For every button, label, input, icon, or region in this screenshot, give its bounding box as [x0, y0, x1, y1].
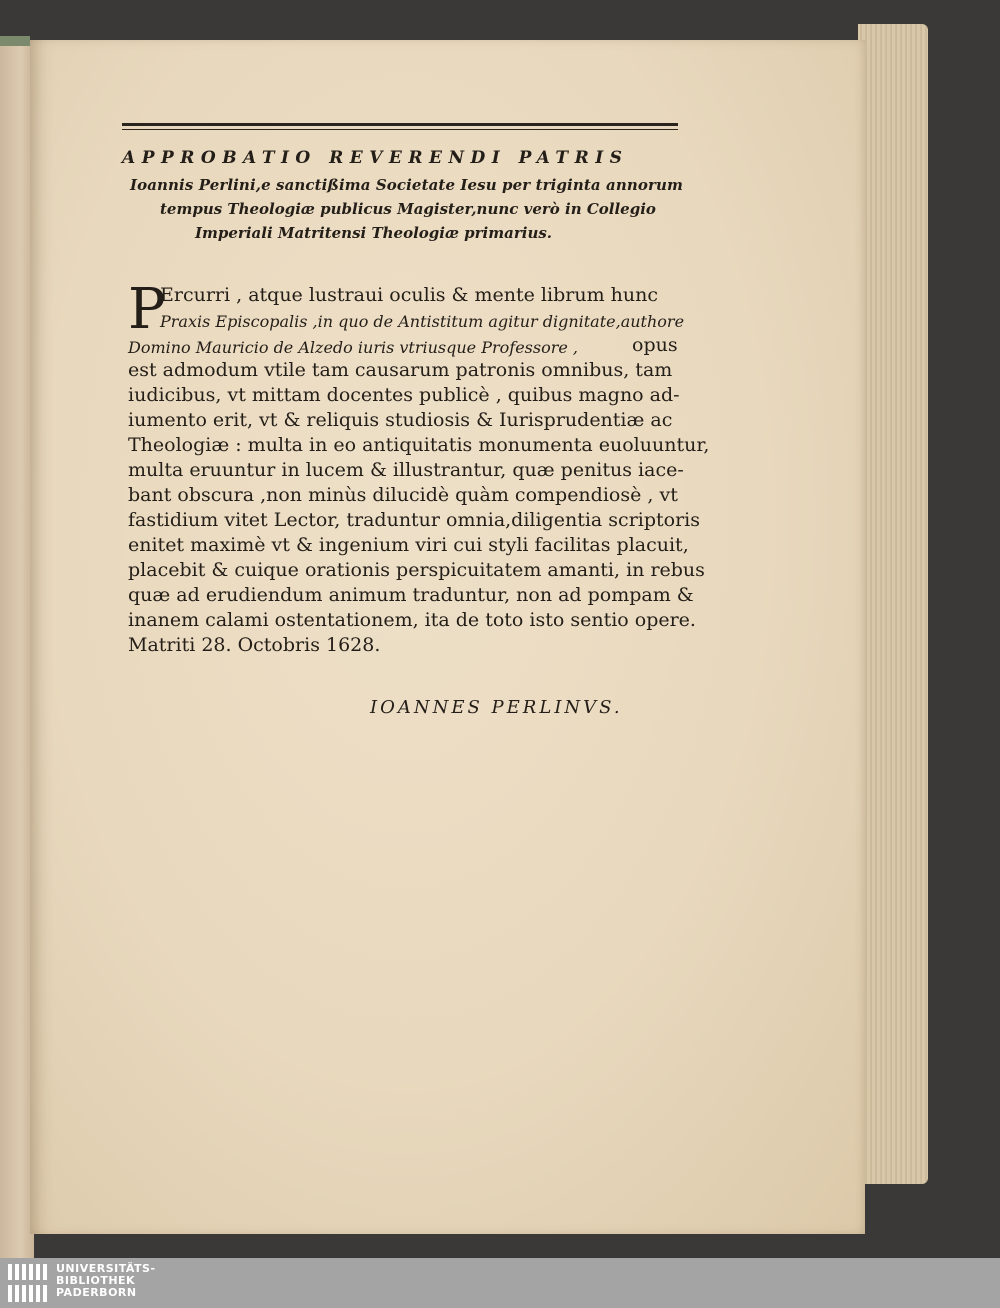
body-line: Ercurri , atque lustraui oculis & mente librum hunc: [160, 284, 658, 306]
header-rule: [122, 123, 678, 126]
body-line: iumento erit, vt & reliquis studiosis & Iurisprudentiæ ac: [128, 409, 673, 431]
library-name-line: UNIVERSITÄTS-: [56, 1262, 156, 1275]
heading-line: tempus Theologiæ publicus Magister,nunc verò in Collegio: [160, 200, 656, 218]
library-name-line: PADERBORN: [56, 1286, 137, 1299]
left-cover-edge: [0, 36, 30, 46]
body-line: multa eruuntur in lucem & illustrantur, quæ penitus iace-: [128, 459, 684, 481]
body-line: iudicibus, vt mittam docentes publicè , quibus magno ad-: [128, 384, 680, 406]
body-line: fastidium vitet Lector, traduntur omnia,diligentia scriptoris: [128, 509, 700, 531]
body-line: bant obscura ,non minùs dilucidè quàm compendiosè , vt: [128, 484, 678, 506]
body-line: Matriti 28. Octobris 1628.: [128, 634, 381, 656]
left-page-edge: [0, 40, 34, 1258]
drop-capital: P: [128, 277, 166, 342]
approbation-title: APPROBATIO REVERENDI PATRIS: [122, 148, 629, 168]
body-line: opus: [632, 334, 678, 356]
body-line: Domino Mauricio de Alzedo iuris vtriusque Professore ,: [128, 338, 579, 357]
header-rule-thin: [122, 129, 678, 130]
library-name-line: BIBLIOTHEK: [56, 1274, 136, 1287]
page-block-edge: [858, 24, 928, 1184]
heading-line: Imperiali Matritensi Theologiæ primarius.: [195, 224, 553, 242]
body-line: placebit & cuique orationis perspicuitatem amanti, in rebus: [128, 559, 705, 581]
body-line: Theologiæ : multa in eo antiquitatis monumenta euoluuntur,: [128, 434, 710, 456]
ub-paderborn-logo-icon: [6, 1262, 48, 1304]
heading-line: Ioannis Perlini,e sanctißima Societate Iesu per triginta annorum: [130, 176, 683, 194]
body-line: quæ ad erudiendum animum traduntur, non ad pompam &: [128, 584, 694, 606]
library-footer: [0, 1258, 1000, 1308]
body-line: enitet maximè vt & ingenium viri cui styli facilitas placuit,: [128, 534, 689, 556]
body-line: est admodum vtile tam causarum patronis omnibus, tam: [128, 359, 673, 381]
body-line: inanem calami ostentationem, ita de toto isto sentio opere.: [128, 609, 696, 631]
signature: IOANNES PERLINVS.: [370, 697, 623, 718]
body-line: Praxis Episcopalis ,in quo de Antistitum agitur dignitate,authore: [160, 312, 685, 331]
